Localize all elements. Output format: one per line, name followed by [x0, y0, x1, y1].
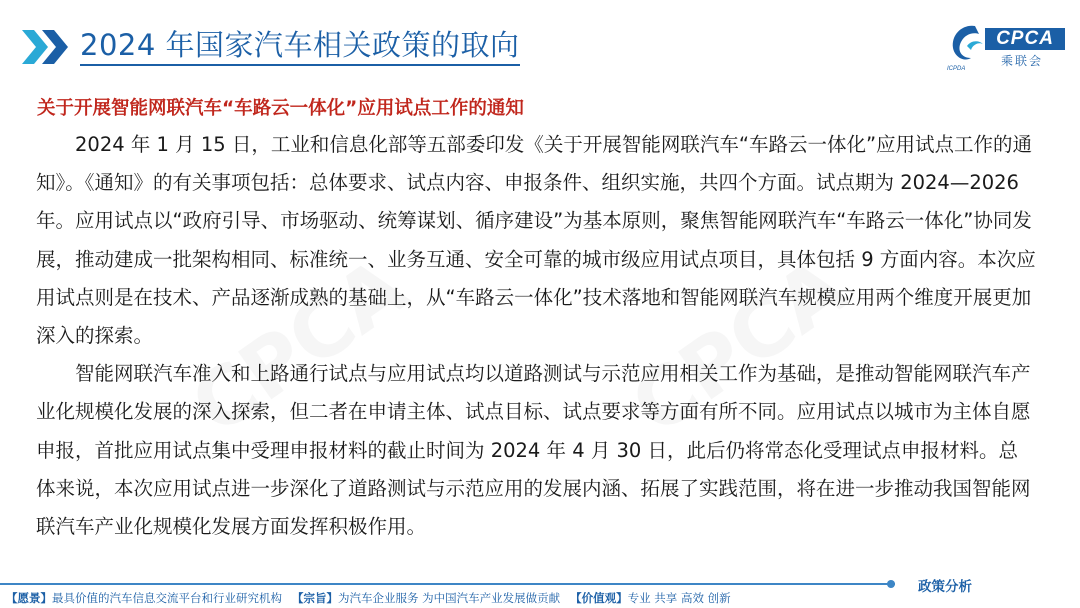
paragraph-1: 2024 年 1 月 15 日，工业和信息化部等五部委印发《关于开展智能网联汽车“车路云一体化”应用试点工作的通知》。《通知》的有关事项包括：总体要求、试点内容、申报条件、组织实施，共四个方面。试点期为 2024—2026 年。应用试点以“政府引导、市场驱动、统筹谋划、循序建设”为基本原则，聚焦智能网联汽车“车路云一体化”协同发展，推动建成一批架构相同、标准统一、业务互通、安全可靠的城市级应用试点项目，具体包括 9 方面内容。本次应用试点则是在技术、产品逐渐成熟的基础上，从“车路云一体化”技术落地和智能网联汽车规模应用两个维度开展更加深入的探索。 — [36, 133, 1036, 348]
notice-heading: 关于开展智能网联汽车“车路云一体化”应用试点工作的通知 — [37, 98, 524, 119]
values-text: 专业 共享 高效 创新 — [627, 591, 731, 605]
cpca-swirl-icon — [945, 20, 987, 68]
purpose-text: 为汽车企业服务 为中国汽车产业发展做贡献 — [338, 591, 561, 605]
logo-name: 乘联会 — [1001, 54, 1044, 68]
footer-mission — [6, 590, 741, 606]
vision-key: 【愿景】 — [6, 591, 52, 605]
values-key: 【价值观】 — [570, 591, 628, 605]
footer-section-label: 政策分析 — [918, 579, 972, 595]
paragraph-2: 智能网联汽车准入和上路通行试点与应用试点均以道路测试与示范应用相关工作为基础，是推动智能网联汽车产业化规模化发展的深入探索，但二者在申请主体、试点目标、试点要求等方面有所不同。应用试点以城市为主体自愿申报，首批应用试点集中受理申报材料的截止时间为 2024 年 4 月 30 日，此后仍将常态化受理试点申报材料。总体来说，本次应用试点进一步深化了道路测试与示范应用的发展内涵、拓展了实践范围，将在进一步推动我国智能网联汽车产业化规模化发展方面发挥积极作用。 — [36, 362, 1031, 539]
footer-divider-dot — [887, 580, 895, 588]
slide-title: 2024 年国家汽车相关政策的取向 — [80, 26, 520, 66]
slide-header — [0, 0, 1080, 80]
double-chevron-icon — [22, 30, 74, 64]
notice-body — [36, 126, 1036, 546]
purpose-key: 【宗旨】 — [292, 591, 338, 605]
vision-text: 最具价值的汽车信息交流平台和行业研究机构 — [52, 591, 282, 605]
footer-divider — [0, 583, 895, 585]
logo-tiny-text: ICPDA — [947, 66, 966, 72]
cpca-logo — [945, 18, 1071, 72]
logo-mark: CPCA — [985, 28, 1065, 50]
